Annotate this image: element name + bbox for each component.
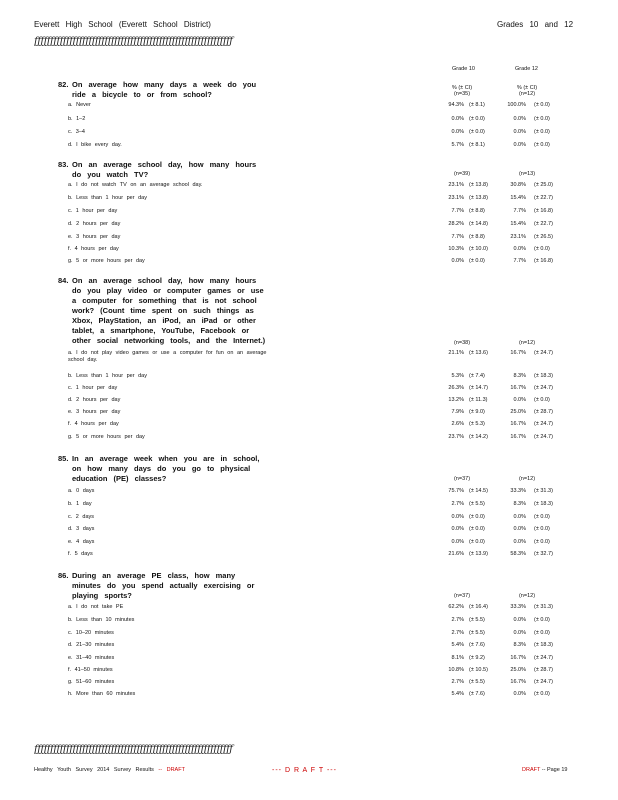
grade12-percent: 8.3% [513, 501, 526, 507]
grade12-percent: 0.0% [513, 691, 526, 697]
grade12-ci: (± 18.3) [534, 642, 553, 648]
sample-size-grade10: (n=39) [453, 171, 471, 177]
question-number: 86. [58, 571, 69, 580]
grade12-ci: (± 31.3) [534, 604, 553, 610]
grade12-percent: 30.8% [510, 182, 526, 188]
question-number: 83. [58, 160, 69, 169]
answer-label: g. 51–60 minutes [68, 679, 115, 685]
grade12-ci: (± 22.7) [534, 195, 553, 201]
grade10-percent: 94.3% [448, 102, 464, 108]
grade12-ci: (± 0.0) [534, 617, 550, 623]
grade10-percent: 2.7% [451, 617, 464, 623]
answer-row [68, 234, 598, 245]
ci-header-grade10: % (± CI) [451, 85, 473, 91]
grade10-ci: (± 7.6) [469, 642, 485, 648]
answer-label: d. 2 hours per day [68, 221, 121, 227]
answer-label: e. 3 hours per day [68, 409, 121, 415]
grade10-percent: 23.1% [448, 182, 464, 188]
grade10-ci: (± 13.8) [469, 195, 488, 201]
answer-label: c. 2 days [68, 514, 95, 520]
grade12-percent: 0.0% [513, 617, 526, 623]
answer-label: a. Never [68, 102, 91, 108]
answer-label: d. 21–30 minutes [68, 642, 115, 648]
sample-size-grade10: (n=37) [453, 593, 471, 599]
footer-survey-label: Healthy Youth Survey 2014 Survey Results [34, 767, 154, 773]
grade10-percent: 5.4% [451, 642, 464, 648]
grade10-percent: 23.1% [448, 195, 464, 201]
grade10-percent: 7.9% [451, 409, 464, 415]
grade12-ci: (± 18.3) [534, 373, 553, 379]
question-title [60, 454, 270, 484]
grade10-percent: 7.7% [451, 208, 464, 214]
grade12-percent: 0.0% [513, 397, 526, 403]
grade10-percent: 2.7% [451, 630, 464, 636]
question-title [60, 276, 270, 346]
header-title: Everett High School (Everett School District) [34, 20, 211, 29]
grade10-percent: 13.2% [448, 397, 464, 403]
grade10-ci: (± 0.0) [469, 258, 485, 264]
answer-row [68, 129, 598, 140]
top-rule: ƒƒƒƒƒƒƒƒƒƒƒƒƒƒƒƒƒƒƒƒƒƒƒƒƒƒƒƒƒƒƒƒƒƒƒƒƒƒƒƒƒƒƒƒƒƒƒƒƒƒƒƒƒƒƒƒƒƒƒƒƒƒ [34, 36, 233, 47]
sample-size-grade10: (n=38) [453, 340, 471, 346]
grade12-ci: (± 32.7) [534, 551, 553, 557]
grade10-ci: (± 8.8) [469, 208, 485, 214]
grade12-ci: (± 0.0) [534, 397, 550, 403]
answer-row [68, 642, 598, 653]
ci-header-grade12: % (± CI) [516, 85, 538, 91]
header-grades: Grades 10 and 12 [497, 20, 574, 29]
grade10-ci: (± 7.4) [469, 373, 485, 379]
grade10-percent: 0.0% [451, 539, 464, 545]
answer-label: e. 4 days [68, 539, 95, 545]
footer-draft-banner: --- D R A F T --- [272, 767, 337, 774]
grade12-ci: (± 28.7) [534, 409, 553, 415]
answer-row [68, 350, 598, 361]
answer-row [68, 373, 598, 384]
grade12-ci: (± 0.0) [534, 102, 550, 108]
answer-row [68, 526, 598, 537]
question-number: 82. [58, 80, 69, 89]
grade12-ci: (± 0.0) [534, 691, 550, 697]
grade12-percent: 7.7% [513, 258, 526, 264]
grade12-ci: (± 24.7) [534, 434, 553, 440]
grade10-percent: 8.1% [451, 655, 464, 661]
answer-row [68, 604, 598, 615]
grade10-percent: 21.6% [448, 551, 464, 557]
column-header-grade12: Grade 12 [515, 66, 538, 72]
answer-row [68, 655, 598, 666]
answer-row [68, 667, 598, 678]
answer-row [68, 208, 598, 219]
grade10-percent: 5.3% [451, 373, 464, 379]
sample-size-grade12: (n=12) [518, 340, 536, 346]
grade12-percent: 25.0% [510, 667, 526, 673]
answer-row [68, 221, 598, 232]
grade10-ci: (± 7.6) [469, 691, 485, 697]
answer-label: c. 1 hour per day [68, 208, 118, 214]
grade12-percent: 0.0% [513, 630, 526, 636]
answer-label: f. 5 days [68, 551, 93, 557]
question-text: During an average PE class, how many minutes do you spend actually exercising or playing sports? [72, 571, 255, 600]
grade10-ci: (± 8.8) [469, 234, 485, 240]
grade12-percent: 58.3% [510, 551, 526, 557]
grade12-percent: 0.0% [513, 539, 526, 545]
grade10-ci: (± 14.8) [469, 221, 488, 227]
answer-row [68, 617, 598, 628]
grade10-ci: (± 13.9) [469, 551, 488, 557]
grade12-percent: 16.7% [510, 421, 526, 427]
grade12-ci: (± 0.0) [534, 116, 550, 122]
grade12-ci: (± 24.7) [534, 655, 553, 661]
question-title [60, 571, 270, 601]
answer-label: e. 3 hours per day [68, 234, 121, 240]
grade12-percent: 0.0% [513, 246, 526, 252]
grade10-ci: (± 14.5) [469, 488, 488, 494]
grade12-ci: (± 31.3) [534, 488, 553, 494]
grade12-percent: 16.7% [510, 385, 526, 391]
grade10-percent: 0.0% [451, 129, 464, 135]
grade12-ci: (± 22.7) [534, 221, 553, 227]
answer-label: b. Less than 10 minutes [68, 617, 135, 623]
grade12-percent: 8.3% [513, 642, 526, 648]
grade10-ci: (± 0.0) [469, 539, 485, 545]
grade10-percent: 5.4% [451, 691, 464, 697]
answer-row [68, 488, 598, 499]
grade12-ci: (± 24.7) [534, 350, 553, 356]
grade12-percent: 0.0% [513, 116, 526, 122]
answer-row [68, 195, 598, 206]
answer-label: c. 3–4 [68, 129, 85, 135]
answer-label: g. 5 or more hours per day [68, 258, 145, 264]
grade12-percent: 16.7% [510, 655, 526, 661]
answer-label: h. More than 60 minutes [68, 691, 136, 697]
answer-label: a. I do not play video games or use a computer for fun on an average school day. [68, 350, 267, 363]
grade10-percent: 7.7% [451, 234, 464, 240]
question-number: 85. [58, 454, 69, 463]
grade10-ci: (± 0.0) [469, 116, 485, 122]
question-text: In an average week when you are in school, on how many days do you go to physical education (PE) classes? [72, 454, 260, 483]
footer-right [522, 767, 567, 773]
grade12-ci: (± 25.0) [534, 182, 553, 188]
grade12-ci: (± 18.3) [534, 501, 553, 507]
grade12-ci: (± 24.7) [534, 385, 553, 391]
sample-size-grade12: (n=12) [518, 91, 536, 97]
answer-label: f. 4 hours per day [68, 421, 119, 427]
grade10-percent: 2.7% [451, 679, 464, 685]
grade10-percent: 2.6% [451, 421, 464, 427]
sample-size-grade12: (n=12) [518, 593, 536, 599]
answer-label: g. 5 or more hours per day [68, 434, 145, 440]
question-number: 84. [58, 276, 69, 285]
footer-left [34, 767, 185, 773]
answer-row [68, 142, 598, 153]
grade12-percent: 33.3% [510, 488, 526, 494]
grade12-percent: 0.0% [513, 526, 526, 532]
grade12-percent: 16.7% [510, 679, 526, 685]
answer-row [68, 246, 598, 257]
grade12-ci: (± 0.0) [534, 246, 550, 252]
grade10-ci: (± 13.6) [469, 350, 488, 356]
page-number: -- Page 19 [541, 767, 568, 773]
grade12-ci: (± 0.0) [534, 142, 550, 148]
bottom-rule: ƒƒƒƒƒƒƒƒƒƒƒƒƒƒƒƒƒƒƒƒƒƒƒƒƒƒƒƒƒƒƒƒƒƒƒƒƒƒƒƒƒƒƒƒƒƒƒƒƒƒƒƒƒƒƒƒƒƒƒƒƒƒ [34, 744, 233, 755]
grade10-ci: (± 5.5) [469, 679, 485, 685]
answer-row [68, 630, 598, 641]
sample-size-grade12: (n=12) [518, 476, 536, 482]
grade10-percent: 23.7% [448, 434, 464, 440]
sample-size-grade10: (n=35) [453, 91, 471, 97]
grade12-ci: (± 0.0) [534, 539, 550, 545]
answer-row [68, 551, 598, 562]
grade10-percent: 0.0% [451, 258, 464, 264]
grade12-percent: 0.0% [513, 129, 526, 135]
answer-label: c. 1 hour per day [68, 385, 118, 391]
answer-row [68, 691, 598, 702]
grade10-ci: (± 8.1) [469, 142, 485, 148]
grade10-percent: 26.3% [448, 385, 464, 391]
answer-label: d. 3 days [68, 526, 95, 532]
grade10-ci: (± 14.2) [469, 434, 488, 440]
grade10-ci: (± 14.7) [469, 385, 488, 391]
grade12-ci: (± 28.7) [534, 667, 553, 673]
answer-row [68, 116, 598, 127]
grade10-ci: (± 5.5) [469, 501, 485, 507]
answer-label: a. 0 days [68, 488, 95, 494]
grade10-ci: (± 5.5) [469, 617, 485, 623]
grade10-percent: 28.2% [448, 221, 464, 227]
grade12-percent: 33.3% [510, 604, 526, 610]
grade10-ci: (± 5.5) [469, 630, 485, 636]
grade12-ci: (± 26.5) [534, 234, 553, 240]
grade10-percent: 21.1% [448, 350, 464, 356]
grade10-ci: (± 0.0) [469, 129, 485, 135]
grade12-ci: (± 0.0) [534, 514, 550, 520]
answer-row [68, 539, 598, 550]
grade10-ci: (± 10.0) [469, 246, 488, 252]
answer-label: a. I do not take PE [68, 604, 124, 610]
answer-row [68, 434, 598, 445]
question-text: On an average school day, how many hours do you play video or computer games or use a computer for something that is not school work? (Count time spent on such things as Xbox, PlayStation, an iPod, an iPad or other tablet, a smartphone, YouTube, Facebook or other social networking tools, and the Internet.) [72, 276, 266, 345]
grade12-percent: 7.7% [513, 208, 526, 214]
answer-row [68, 679, 598, 690]
question-title [60, 160, 270, 180]
grade12-ci: (± 0.0) [534, 630, 550, 636]
answer-row [68, 102, 598, 113]
grade10-percent: 10.8% [448, 667, 464, 673]
answer-row [68, 409, 598, 420]
answer-label: f. 41–50 minutes [68, 667, 113, 673]
grade12-ci: (± 24.7) [534, 679, 553, 685]
grade10-ci: (± 9.2) [469, 655, 485, 661]
sample-size-grade12: (n=13) [518, 171, 536, 177]
grade10-percent: 0.0% [451, 526, 464, 532]
grade12-percent: 15.4% [510, 195, 526, 201]
grade12-percent: 16.7% [510, 434, 526, 440]
answer-label: b. 1 day [68, 501, 92, 507]
grade10-ci: (± 16.4) [469, 604, 488, 610]
grade12-percent: 23.1% [510, 234, 526, 240]
footer-draft-left: -- DRAFT [158, 767, 185, 773]
grade10-ci: (± 11.3) [469, 397, 488, 403]
grade10-ci: (± 10.5) [469, 667, 488, 673]
sample-size-grade10: (n=37) [453, 476, 471, 482]
answer-label: b. Less than 1 hour per day [68, 373, 147, 379]
grade10-ci: (± 0.0) [469, 514, 485, 520]
answer-row [68, 514, 598, 525]
answer-label: b. 1–2 [68, 116, 86, 122]
grade12-ci: (± 0.0) [534, 526, 550, 532]
column-header-grade10: Grade 10 [452, 66, 475, 72]
grade10-ci: (± 0.0) [469, 526, 485, 532]
grade10-ci: (± 9.0) [469, 409, 485, 415]
answer-row [68, 182, 598, 193]
grade12-percent: 15.4% [510, 221, 526, 227]
grade10-percent: 0.0% [451, 116, 464, 122]
grade12-ci: (± 0.0) [534, 129, 550, 135]
question-text: On an average school day, how many hours do you watch TV? [72, 160, 257, 179]
question-title [60, 80, 270, 100]
answer-label: c. 10–20 minutes [68, 630, 114, 636]
grade12-ci: (± 16.8) [534, 258, 553, 264]
grade10-ci: (± 8.1) [469, 102, 485, 108]
grade10-ci: (± 5.3) [469, 421, 485, 427]
answer-label: d. I bike every day. [68, 142, 122, 148]
grade10-percent: 62.2% [448, 604, 464, 610]
footer-draft-right: DRAFT [522, 767, 541, 773]
grade12-percent: 0.0% [513, 142, 526, 148]
grade10-percent: 10.3% [448, 246, 464, 252]
answer-row [68, 385, 598, 396]
answer-row [68, 421, 598, 432]
question-text: On average how many days a week do you ride a bicycle to or from school? [72, 80, 257, 99]
answer-label: d. 2 hours per day [68, 397, 121, 403]
answer-row [68, 258, 598, 269]
answer-label: f. 4 hours per day [68, 246, 119, 252]
grade12-percent: 0.0% [513, 514, 526, 520]
grade12-percent: 8.3% [513, 373, 526, 379]
grade10-ci: (± 13.8) [469, 182, 488, 188]
grade12-percent: 100.0% [507, 102, 526, 108]
grade12-percent: 25.0% [510, 409, 526, 415]
grade10-percent: 5.7% [451, 142, 464, 148]
grade10-percent: 75.7% [448, 488, 464, 494]
answer-label: e. 31–40 minutes [68, 655, 115, 661]
answer-label: a. I do not watch TV on an average school day. [68, 182, 203, 188]
answer-row [68, 501, 598, 512]
answer-label: b. Less than 1 hour per day [68, 195, 147, 201]
grade12-percent: 16.7% [510, 350, 526, 356]
answer-row [68, 397, 598, 408]
grade12-ci: (± 16.8) [534, 208, 553, 214]
grade12-ci: (± 24.7) [534, 421, 553, 427]
grade10-percent: 2.7% [451, 501, 464, 507]
grade10-percent: 0.0% [451, 514, 464, 520]
